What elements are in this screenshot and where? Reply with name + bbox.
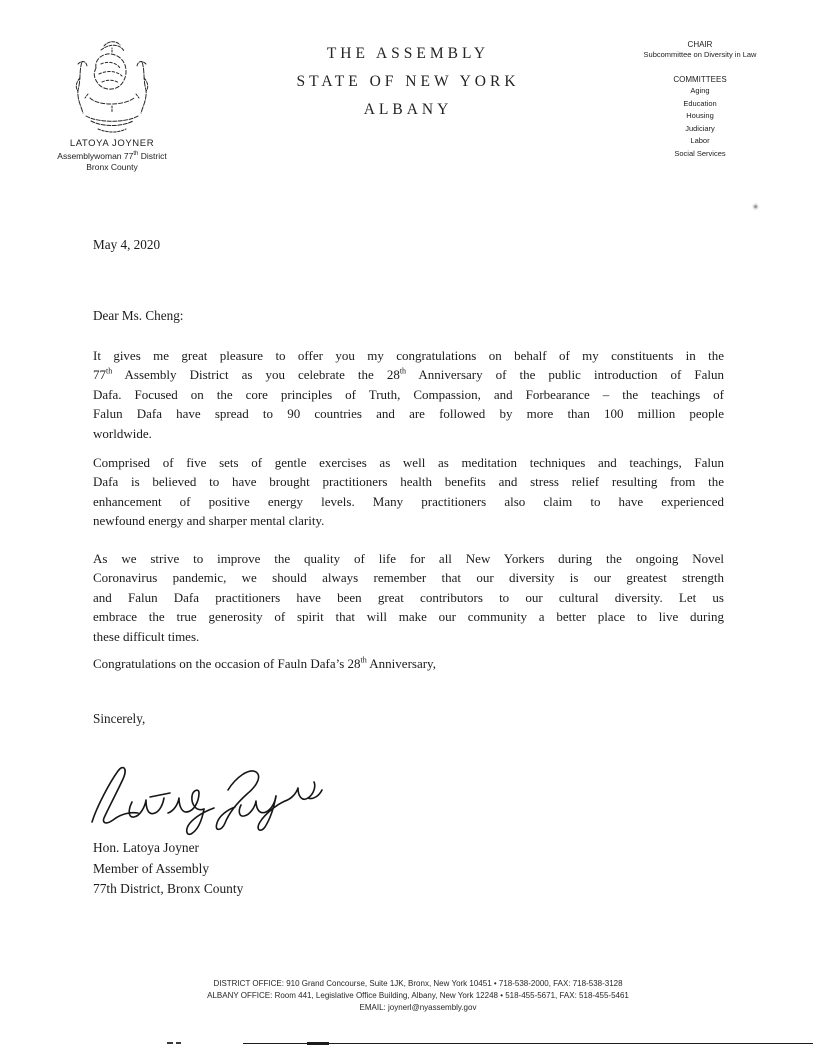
letterhead-right (610, 40, 790, 160)
chair-label: CHAIR (687, 40, 713, 49)
congratulations-line (93, 656, 436, 672)
scan-line-artifact (167, 1042, 173, 1044)
salutation: Dear Ms. Cheng: (93, 308, 184, 323)
committee-item: Social Services (674, 148, 726, 158)
closing-line: Sincerely, (93, 711, 146, 726)
paragraph-line: and Falun Dafa practitioners have been great contributors to our cultural diversity. Let us (93, 589, 724, 605)
assemblywoman-county: Bronx County (86, 161, 138, 172)
paragraph-line: worldwide. (93, 425, 152, 441)
paragraph-line: Dafa is believed to have brought practitioners health benefits and stress relief resulting from the (93, 474, 724, 490)
state-heading: STATE OF NEW YORK (296, 73, 520, 90)
line-segment: Anniversary, (366, 656, 436, 671)
ny-state-seal-icon (68, 38, 156, 134)
albany-heading: ALBANY (363, 101, 453, 118)
chair-subcommittee: Subcommittee on Diversity in Law (643, 50, 757, 59)
line-segment: 77 (93, 367, 106, 383)
committee-item: Judiciary (685, 123, 715, 133)
body-paragraph-2 (93, 453, 724, 531)
paragraph-line: newfound energy and sharper mental clarity. (93, 513, 325, 529)
signature-block (93, 838, 243, 900)
assemblywoman-title (28, 149, 196, 162)
district-office-line: DISTRICT OFFICE: 910 Grand Concourse, Suite 1JK, Bronx, New York 10451 • 718-538-2000, FAX: 718-538-3128 (213, 979, 623, 988)
signer-district: 77th District, Bronx County (93, 881, 244, 896)
paragraph-line: Comprised of five sets of gentle exercises as well as meditation techniques and teachings, Falun (93, 455, 724, 470)
letterhead-center (258, 40, 558, 124)
title-text: Assemblywoman 77 (57, 150, 134, 161)
signer-title: Member of Assembly (93, 860, 210, 876)
committee-item: Education (683, 98, 717, 108)
paragraph-line: It gives me great pleasure to offer you my congratulations on behalf of my constituents in the (93, 348, 724, 363)
paragraph-line: Falun Dafa have spread to 90 countries and are followed by more than 100 million people (93, 406, 724, 422)
paragraph-line: embrace the true generosity of spirit that will make our community a better place to live during (93, 609, 724, 625)
letterhead-left (28, 38, 196, 173)
body-paragraph-1 (93, 346, 724, 443)
signer-name: Hon. Latoya Joyner (93, 840, 199, 855)
assemblywoman-name: LATOYA JOYNER (69, 138, 155, 149)
paragraph-line (93, 365, 724, 384)
scan-smudge-artifact (752, 203, 761, 212)
committee-item: Housing (686, 111, 714, 120)
paragraph-line: these difficult times. (93, 628, 200, 644)
committee-item: Aging (690, 86, 710, 95)
line-segment: Assembly District as you celebrate the 28 (112, 367, 400, 383)
scan-line-artifact (176, 1042, 181, 1044)
title-text-post: District (138, 150, 167, 161)
paragraph-line: Coronavirus pandemic, we should always remember that our diversity is our greatest strength (93, 570, 724, 586)
paragraph-line: Dafa. Focused on the core principles of Truth, Compassion, and Forbearance – the teachings of (93, 386, 724, 402)
assembly-heading: THE ASSEMBLY (326, 45, 490, 62)
line-segment: Congratulations on the occasion of Fauln Dafa’s 28 (93, 656, 361, 671)
footer-contact-block (118, 978, 718, 1014)
ordinal-superscript: th (106, 367, 113, 377)
paragraph-line: As we strive to improve the quality of life for all New Yorkers during the ongoing Novel (93, 551, 724, 566)
committee-item: Labor (690, 136, 710, 145)
line-segment: Anniversary of the public introduction of Falun (406, 367, 724, 383)
ordinal-superscript: th (360, 655, 367, 665)
albany-office-line: ALBANY OFFICE: Room 441, Legislative Office Building, Albany, New York 12248 • 518-455-5671, FAX: 518-455-5461 (207, 991, 629, 1000)
paragraph-line: enhancement of positive energy levels. Many practitioners also claim to have experienced (93, 493, 724, 509)
scan-line-artifact (307, 1042, 329, 1045)
ordinal-superscript: th (399, 367, 407, 377)
body-paragraph-3 (93, 549, 724, 646)
title-superscript: th (133, 151, 139, 157)
date-line: May 4, 2020 (93, 237, 161, 252)
email-line: EMAIL: joynerl@nyassembly.gov (359, 1003, 477, 1012)
committees-label: COMMITTEES (673, 75, 727, 84)
handwritten-signature (86, 760, 324, 842)
